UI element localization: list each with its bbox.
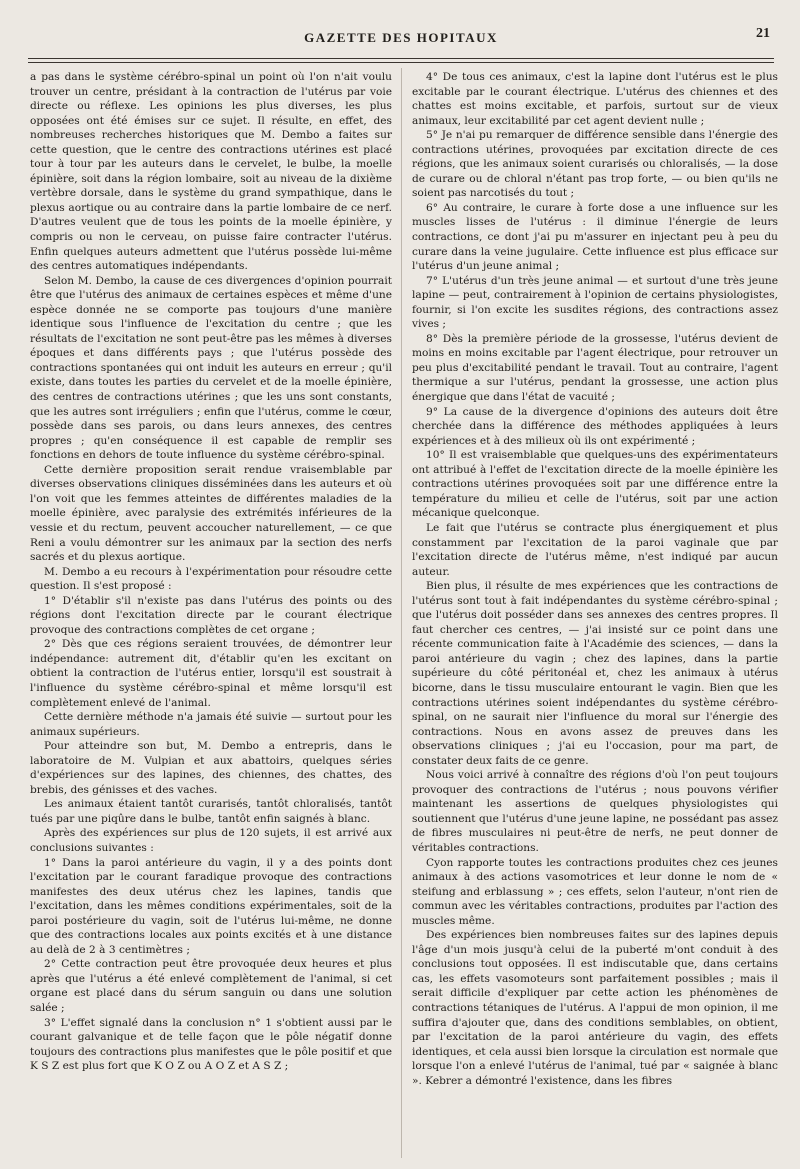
header-rule-double bbox=[28, 62, 774, 63]
paragraph: Cette dernière méthode n'a jamais été suivie — surtout pour les animaux supérieurs. bbox=[30, 711, 392, 738]
paragraph: 9° La cause de la divergence d'opinions des auteurs doit être cherchée dans la différence des méthodes appliquées à leurs expériences et à des milieux où ils ont expérimenté ; bbox=[412, 405, 778, 447]
paragraph: 3° L'effet signalé dans la conclusion n° 1 s'obtient aussi par le courant galvanique et de telle façon que le pôle négatif donne toujours des contractions plus manifestes que le pôle positif et que K S Z est plus fort que K O Z ou A O Z et A S Z ; bbox=[30, 1016, 392, 1073]
journal-title: GAZETTE DES HOPITAUX bbox=[304, 30, 498, 45]
paragraph: Cyon rapporte toutes les contractions produites chez ces jeunes animaux à des actions vasomotrices et leur donne le nom de « steifung and erblassung » ; ces effets, selon l'auteur, n'ont rien de commun avec les véritables contractions, produites par l'action des muscles même. bbox=[412, 856, 778, 927]
paragraph: Des expériences bien nombreuses faites sur des lapines depuis l'âge d'un mois jusqu'à celui de la puberté m'ont conduit à des conclusions tout opposées. Il est indiscutable que, dans certains cas, les effets vasomoteurs sont parfaitement possibles ; mais il serait difficile d'expliquer par cette action les phénomènes de contractions tétaniques de l'utérus. A l'appui de mon opinion, il me suffira d'ajouter que, dans des conditions semblables, on obtient, par l'excitation de la paroi antérieure du vagin, des effets identiques, et cela aussi bien lorsque la circulation est normale que lorsque l'on a enlevé l'utérus de l'animal, tué par « saignée à blanc ». Kebrer a démontré l'existence, dans les fibres bbox=[412, 929, 778, 1087]
paragraph: 7° L'utérus d'un très jeune animal — et surtout d'une très jeune lapine — peut, contrairement à l'opinion de certains physiologistes, fournir, si l'on excite les susdites régions, des contractions assez vives ; bbox=[412, 274, 778, 331]
paragraph: 5° Je n'ai pu remarquer de différence sensible dans l'énergie des contractions utérines, provoquées par excitation directe de ces régions, que les animaux soient curarisés ou chloralisés, — la dose de curare ou de chloral n'étant pas trop forte, — ou bien qu'ils ne soient pas narcotisés du tout ; bbox=[412, 129, 778, 200]
header-rule bbox=[28, 58, 774, 59]
page-number: 21 bbox=[756, 26, 770, 41]
left-column bbox=[30, 70, 392, 1155]
paragraph: a pas dans le système cérébro-spinal un point où l'on n'ait voulu trouver un centre, présidant à la contraction de l'utérus par voie directe ou réflexe. Les opinions les plus diverses, les plus opposées ont été émises sur ce sujet. Il résulte, en effet, des nombreuses recherches historiques que M. Dembo a faites sur cette question, que le centre des contractions utérines est placé tour à tour par les auteurs dans le cervelet, le bulbe, la moelle épinière, soit dans la région lombaire, soit au niveau de la dixième vertèbre dorsale, dans le système du grand sympathique, dans le plexus aortique ou au contraire dans la partie lombaire de ce nerf. D'autres veulent que de tous les points de la moelle épinière, y compris ou non le cerveau, on puisse faire contracter l'utérus. Enfin quelques auteurs admettent que l'utérus possède lui-même des centres automatiques indépendants. bbox=[30, 71, 392, 273]
paragraph: 8° Dès la première période de la grossesse, l'utérus devient de moins en moins excitable par l'agent électrique, pour retrouver un peu plus d'excitabilité pendant le travail. Tout au contraire, l'agent thermique a sur l'utérus, pendant la grossesse, une action plus énergique que dans l'état de vacuité ; bbox=[412, 332, 778, 404]
paragraph: Cette dernière proposition serait rendue vraisemblable par diverses observations cliniques disséminées dans les auteurs et où l'on voit que les femmes atteintes de différentes maladies de la moelle épinière, avec paralysie des extrémités inférieures de la vessie et du rectum, peuvent accoucher naturellement, — ce que Reni a voulu démontrer sur les animaux par la section des nerfs sacrés et du plexus aortique. bbox=[30, 463, 392, 564]
paragraph: M. Dembo a eu recours à l'expérimentation pour résoudre cette question. Il s'est proposé : bbox=[30, 565, 392, 593]
paragraph: Nous voici arrivé à connaître des régions d'où l'on peut toujours provoquer des contractions de l'utérus ; nous pouvons vérifier maintenant les assertions de quelques physiologistes qui soutiennent que l'utérus d'une jeune lapine, ne possédant pas assez de fibres musculaires ni peut-être de nerfs, ne peut donner de véritables contractions. bbox=[412, 769, 778, 854]
paragraph: Pour atteindre son but, M. Dembo a entrepris, dans le laboratoire de M. Vulpian et aux abattoirs, quelques séries d'expériences sur des lapines, des chiennes, des chattes, des brebis, des génisses et des vaches. bbox=[30, 740, 392, 796]
page-header bbox=[28, 26, 774, 52]
paragraph: 4° De tous ces animaux, c'est la lapine dont l'utérus est le plus excitable par le courant électrique. L'utérus des chiennes et des chattes est moins excitable, et parfois, surtout sur de vieux animaux, leur excitabilité par cet agent devient nulle ; bbox=[412, 71, 778, 127]
paragraph: 1° D'établir s'il n'existe pas dans l'utérus des points ou des régions dont l'excitation directe par le courant électrique provoque des contractions complètes de cet organe ; bbox=[30, 594, 392, 636]
paragraph: Bien plus, il résulte de mes expériences que les contractions de l'utérus sont tout à fait indépendantes du système cérébro-spinal ; que l'utérus doit posséder dans ses annexes des centres propres. Il faut chercher ces centres, — j'ai insisté sur ce point dans une récente communication faite à l'Académie des sciences, — dans la paroi antérieure du vagin ; chez des lapines, dans la partie supérieure du côté péritonéal et, chez les animaux à utérus bicorne, dans le tissu musculaire entourant le vagin. Bien que les contractions utérines soient indépendantes du système cérébro-spinal, on ne saurait nier l'influence du moral sur l'énergie des contractions. Nous en avons assez de preuves dans les observations cliniques ; j'ai eu l'occasion, pour ma part, de constater deux faits de ce genre. bbox=[412, 580, 778, 767]
paragraph: Après des expériences sur plus de 120 sujets, il est arrivé aux conclusions suivantes : bbox=[30, 827, 392, 854]
paragraph: 1° Dans la paroi antérieure du vagin, il y a des points dont l'excitation par le courant faradique provoque des contractions manifestes des deux utérus chez les lapines, tandis que l'excitation, dans les mêmes conditions expérimentales, soit de la paroi postérieure du vagin, soit de l'utérus lui-même, ne donne que des contractions locales aux points excités et à une distance au delà de 2 à 3 centimètres ; bbox=[30, 856, 392, 956]
paragraph: 10° Il est vraisemblable que quelques-uns des expérimentateurs ont attribué à l'effet de l'excitation directe de la moelle épinière les contractions utérines provoquées soit par une différence entre la température du milieu et celle de l'utérus, soit par une action mécanique quelconque. bbox=[412, 449, 778, 520]
column-divider bbox=[401, 68, 402, 1158]
paragraph: Les animaux étaient tantôt curarisés, tantôt chloralisés, tantôt tués par une piqûre dans le bulbe, tantôt enfin saignés à blanc. bbox=[30, 798, 392, 825]
paragraph: 2° Cette contraction peut être provoquée deux heures et plus après que l'utérus a été enlevé complètement de l'animal, si cet organe est placé dans du sérum sanguin ou dans une solution salée ; bbox=[30, 958, 392, 1014]
paragraph: 2° Dès que ces régions seraient trouvées, de démontrer leur indépendance: autrement dit, d'établir qu'en les excitant on obtient la contraction de l'utérus entier, lorsqu'il est soustrait à l'influence du système cérébro-spinal et même lorsqu'il est complètement enlevé de l'animal. bbox=[30, 638, 392, 709]
right-column bbox=[412, 70, 778, 1155]
paragraph: Le fait que l'utérus se contracte plus énergiquement et plus constamment par l'excitation de la paroi vaginale que par l'excitation directe de l'utérus même, n'est indiqué par aucun auteur. bbox=[412, 521, 778, 578]
paragraph: Selon M. Dembo, la cause de ces divergences d'opinion pourrait être que l'utérus des animaux de certaines espèces et même d'une espèce donnée ne se comporte pas toujours d'une manière identique sous l'influence de l'excitation du centre ; que les résultats de l'excitation ne sont peut-être pas les mêmes à diverses époques et dans différents pays ; que l'utérus possède des contractions spontanées qui ont induit les auteurs en erreur ; qu'il existe, dans toutes les parties du cervelet et de la moelle épinière, des centres de contractions utérines ; que les uns sont constants, que les autres sont irréguliers ; enfin que l'utérus, comme le cœur, possède dans ses parois, ou dans leurs annexes, des centres propres ; qu'en conséquence il est capable de remplir ses fonctions en dehors de toute influence du système cérébro-spinal. bbox=[30, 274, 392, 462]
paragraph: 6° Au contraire, le curare à forte dose a une influence sur les muscles lisses de l'utérus : il diminue l'énergie de leurs contractions, ce dont j'ai pu m'assurer en injectant peu à peu du curare dans la veine jugulaire. Cette influence est plus efficace sur l'utérus d'un jeune animal ; bbox=[412, 201, 778, 273]
